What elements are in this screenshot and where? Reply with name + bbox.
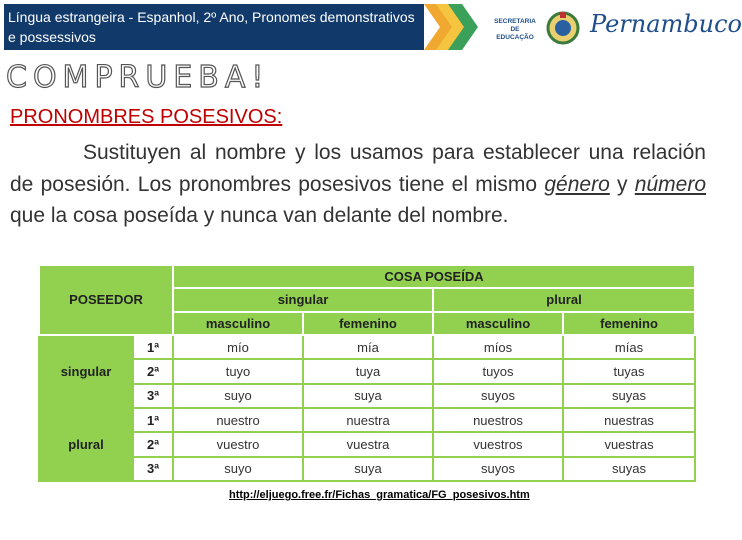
table-cell: tuyas bbox=[563, 359, 695, 383]
secretaria-text: SECRETARIA DE EDUCAÇÃO bbox=[494, 18, 536, 41]
table-cell: suya bbox=[303, 457, 433, 481]
group-label-plural: plural bbox=[39, 408, 133, 481]
table-cell: suyas bbox=[563, 457, 695, 481]
table-cell: tuyo bbox=[173, 359, 303, 383]
table-cell: suya bbox=[303, 384, 433, 408]
table-cell: mía bbox=[303, 335, 433, 359]
masculino-header: masculino bbox=[173, 312, 303, 335]
table-row bbox=[39, 408, 695, 432]
table-row bbox=[39, 457, 695, 481]
table-cell: míos bbox=[433, 335, 563, 359]
masculino-header: masculino bbox=[433, 312, 563, 335]
comprueba-heading: COMPRUEBA! bbox=[6, 60, 270, 95]
para-part-3: que la cosa poseída y nunca van delante del nombre. bbox=[10, 204, 509, 227]
poseedor-header: POSEEDOR bbox=[39, 265, 173, 335]
femenino-header: femenino bbox=[303, 312, 433, 335]
word-numero: número bbox=[634, 172, 706, 196]
para-part-2: y bbox=[609, 172, 635, 196]
possessives-table bbox=[38, 264, 694, 482]
table-cell: mías bbox=[563, 335, 695, 359]
header-bar bbox=[0, 0, 742, 54]
pernambuco-logo bbox=[586, 6, 742, 48]
person-cell: 2ª bbox=[133, 432, 173, 456]
table-cell: nuestra bbox=[303, 408, 433, 432]
table-cell: suyos bbox=[433, 384, 563, 408]
table-cell: nuestras bbox=[563, 408, 695, 432]
femenino-header: femenino bbox=[563, 312, 695, 335]
singular-header: singular bbox=[173, 288, 433, 311]
person-cell: 1ª bbox=[133, 335, 173, 359]
table-cell: tuyos bbox=[433, 359, 563, 383]
table-row bbox=[39, 384, 695, 408]
plural-header: plural bbox=[433, 288, 695, 311]
table-cell: tuya bbox=[303, 359, 433, 383]
word-genero: género bbox=[544, 172, 610, 196]
table-row bbox=[39, 335, 695, 359]
person-cell: 3ª bbox=[133, 457, 173, 481]
table-cell: vuestra bbox=[303, 432, 433, 456]
table-cell: suyo bbox=[173, 457, 303, 481]
table-cell: suyos bbox=[433, 457, 563, 481]
person-cell: 3ª bbox=[133, 384, 173, 408]
table-cell: nuestro bbox=[173, 408, 303, 432]
para-part-1: Sustituyen al nombre y los usamos para establecer una relación de posesión. Los pronombres posesivos tiene el mismo bbox=[10, 141, 706, 196]
table-cell: mío bbox=[173, 335, 303, 359]
table-cell: vuestro bbox=[173, 432, 303, 456]
secretaria-logo bbox=[492, 10, 580, 46]
header-title: Língua estrangeira - Espanhol, 2º Ano, Pronomes demonstrativos e possessivos bbox=[4, 4, 424, 50]
table-row bbox=[39, 432, 695, 456]
group-label-singular: singular bbox=[39, 335, 133, 408]
table-cell: suyo bbox=[173, 384, 303, 408]
table-cell: vuestros bbox=[433, 432, 563, 456]
source-link[interactable]: http://eljuego.free.fr/Fichas_gramatica/FG_posesivos.htm bbox=[229, 489, 530, 501]
state-seal-icon bbox=[546, 10, 580, 46]
person-cell: 1ª bbox=[133, 408, 173, 432]
section-title: PRONOMBRES POSESIVOS: bbox=[10, 106, 283, 128]
person-cell: 2ª bbox=[133, 359, 173, 383]
table-cell: suyas bbox=[563, 384, 695, 408]
chevron-arrows-icon bbox=[424, 4, 484, 50]
cosa-poseida-header: COSA POSEÍDA bbox=[173, 265, 695, 288]
table-row bbox=[39, 359, 695, 383]
table-cell: vuestras bbox=[563, 432, 695, 456]
pernambuco-logo-text: Pernambuco bbox=[590, 10, 742, 38]
explanation-paragraph bbox=[10, 137, 706, 232]
table-cell: nuestros bbox=[433, 408, 563, 432]
